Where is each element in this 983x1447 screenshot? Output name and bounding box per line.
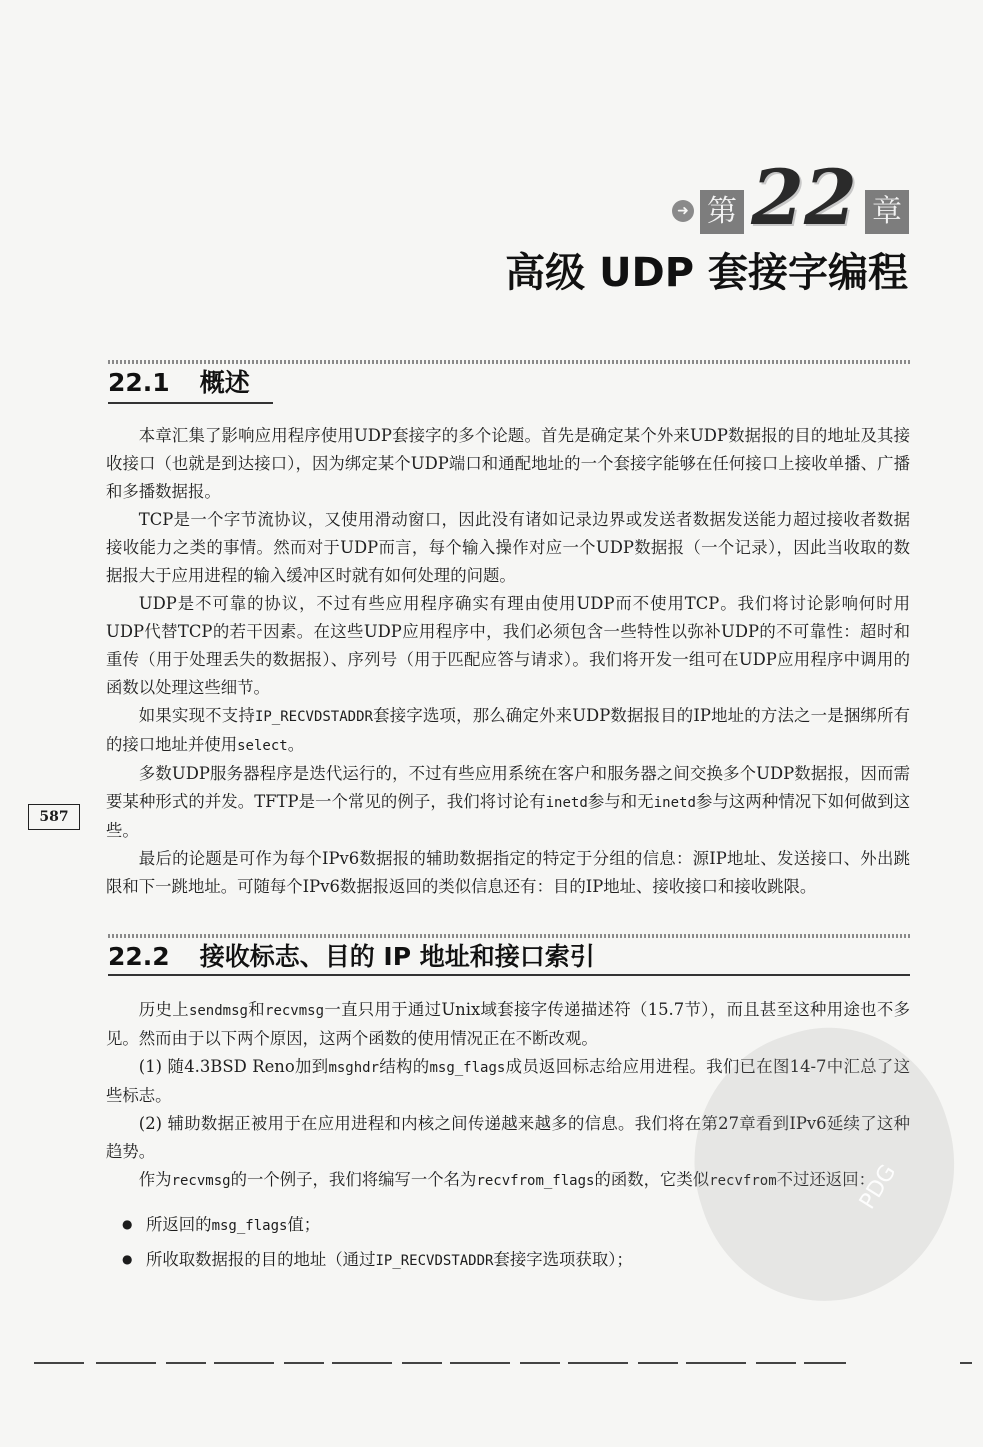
code-term: IP_RECVDSTADDR <box>254 709 373 725</box>
section-heading <box>108 366 250 400</box>
chapter-number: 22 <box>751 153 857 242</box>
code-term: msg_flags <box>211 1218 288 1234</box>
chapter-prefix: 第 <box>700 190 744 234</box>
paragraph: 如果实现不支持IP_RECVDSTADDR套接字选项，那么确定外来UDP数据报目的IP地址的方法之一是捆绑所有的接口地址并使用select。 <box>106 706 910 754</box>
code-term: inetd <box>545 795 588 811</box>
margin-page-number: 587 <box>28 804 80 830</box>
section-heading <box>108 940 595 974</box>
paragraph: 本章汇集了影响应用程序使用UDP套接字的多个论题。首先是确定某个外来UDP数据报的目的地址及其接收接口（也就是到达接口），因为绑定某个UDP端口和通配地址的一个套接字能够在任何接口上接收单播、广播和多播数据报。 <box>106 426 910 501</box>
section-divider <box>108 934 910 938</box>
chapter-title: 高级 UDP 套接字编程 <box>505 250 908 296</box>
section-title: 概述 <box>199 368 250 397</box>
paragraph: (2) 辅助数据正被用于在应用进程和内核之间传递越来越多的信息。我们将在第27章看到IPv6延续了这种趋势。 <box>106 1114 910 1161</box>
chapter-label <box>660 153 915 242</box>
list-item: ● 所返回的msg_flags值； <box>106 1208 910 1243</box>
section1-body <box>106 422 910 901</box>
code-term: sendmsg <box>188 1003 248 1019</box>
chapter-arrow-icon: ➜ <box>672 200 694 222</box>
section-number: 22.2 <box>108 942 170 971</box>
chapter-suffix: 章 <box>865 190 909 234</box>
paragraph: 作为recvmsg的一个例子，我们将编写一个名为recvfrom_flags的函数，它类似recvfrom不过还返回： <box>138 1170 875 1189</box>
code-term: msghdr <box>328 1060 380 1076</box>
paragraph: 最后的论题是可作为每个IPv6数据报的辅助数据指定的特定于分组的信息：源IP地址、发送接口、外出跳限和下一跳地址。可随每个IPv6数据报返回的类似信息还有：目的IP地址、接收接口和接收跳限。 <box>106 849 910 896</box>
footer-rule <box>960 1362 972 1364</box>
watermark-text: PDG <box>854 1160 902 1214</box>
paragraph: (1) 随4.3BSD Reno加到msghdr结构的msg_flags成员返回标志给应用进程。我们已在图14-7中汇总了这些标志。 <box>106 1057 910 1105</box>
code-term: recvfrom_flags <box>476 1173 595 1189</box>
code-term: recvmsg <box>171 1173 231 1189</box>
footer-rule <box>34 1362 84 1364</box>
code-term: msg_flags <box>429 1060 506 1076</box>
section-underline <box>108 402 273 404</box>
section-underline <box>108 974 910 976</box>
list-item: ● 所收取数据报的目的地址（通过IP_RECVDSTADDR套接字选项获取）； <box>106 1243 910 1278</box>
code-term: inetd <box>653 795 696 811</box>
paragraph: TCP是一个字节流协议，又使用滑动窗口，因此没有诸如记录边界或发送者数据发送能力超过接收者数据接收能力之类的事情。然而对于UDP而言，每个输入操作对应一个UDP数据报（一个记录），因此当收取的数据报大于应用进程的输入缓冲区时就有如何处理的问题。 <box>106 510 910 585</box>
code-term: IP_RECVDSTADDR <box>375 1253 494 1269</box>
paragraph: UDP是不可靠的协议，不过有些应用程序确实有理由使用UDP而不使用TCP。我们将讨论影响何时用UDP代替TCP的若干因素。在这些UDP应用程序中，我们必须包含一些特性以弥补UDP的不可靠性：超时和重传（用于处理丢失的数据报）、序列号（用于匹配应答与请求）。我们将开发一组可在UDP应用程序中调用的函数以处理这些细节。 <box>106 594 910 697</box>
section-number: 22.1 <box>108 368 170 397</box>
paragraph: 历史上sendmsg和recvmsg一直只用于通过Unix域套接字传递描述符（15.7节），而且甚至这种用途也不多见。然而由于以下两个原因，这两个函数的使用情况正在不断改观。 <box>106 1000 911 1048</box>
code-term: select <box>237 738 288 754</box>
code-term: recvmsg <box>265 1003 325 1019</box>
footer-rule <box>96 1362 846 1364</box>
section-divider <box>108 360 910 364</box>
section-title: 接收标志、目的 IP 地址和接口索引 <box>199 942 595 971</box>
code-term: recvfrom <box>709 1173 777 1189</box>
paragraph: 多数UDP服务器程序是迭代运行的，不过有些应用系统在客户和服务器之间交换多个UDP数据报，因而需要某种形式的并发。TFTP是一个常见的例子，我们将讨论有inetd参与和无inetd参与这两种情况下如何做到这些。 <box>106 764 911 840</box>
